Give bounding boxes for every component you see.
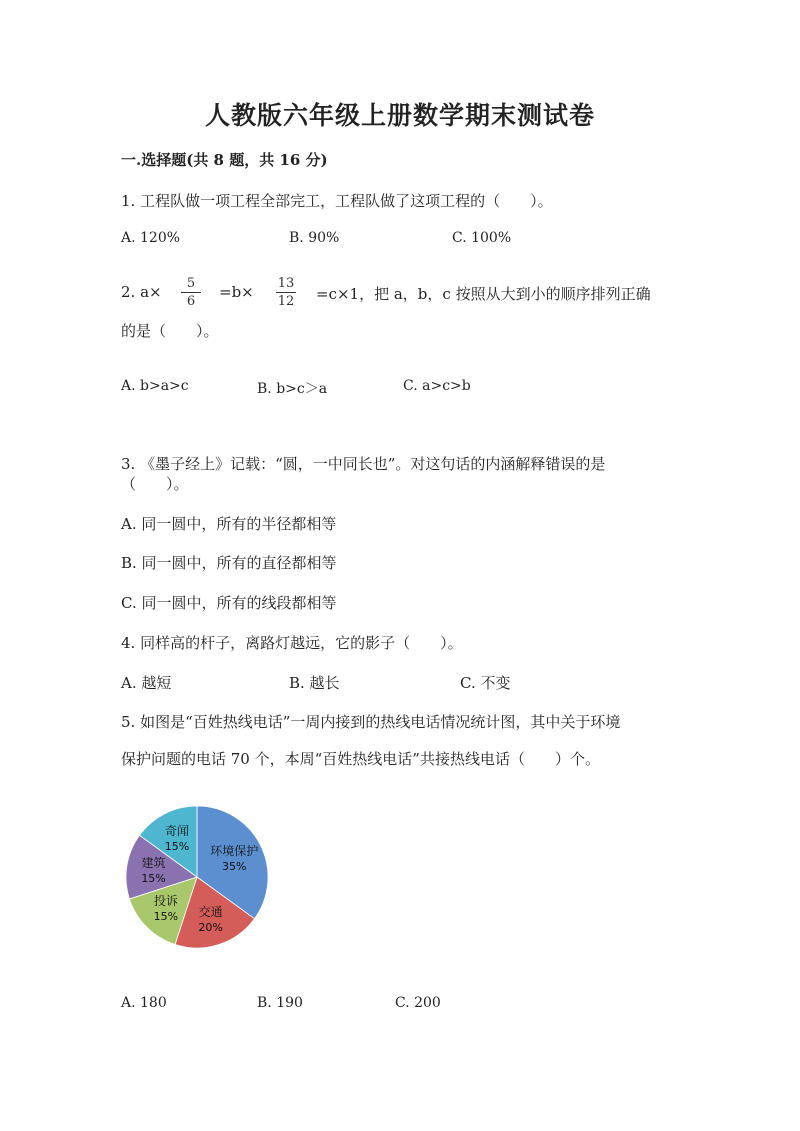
question-2-line2: 的是（ ）。 — [121, 322, 219, 340]
question-2-part3: =c×1，把 a，b，c 按照从大到小的顺序排列正确 — [316, 285, 651, 303]
fraction-5-6 — [178, 276, 204, 309]
fraction-1-denominator: 6 — [186, 294, 196, 309]
q1-option-c: C. 100% — [452, 230, 512, 246]
fraction-1-bar — [181, 292, 201, 293]
q4-option-a: A. 越短 — [121, 674, 172, 692]
question-2-part2: =b× — [219, 283, 254, 301]
fraction-1-numerator: 5 — [186, 276, 196, 291]
pie-slice-percent: 15% — [164, 839, 190, 853]
fraction-2-denominator: 12 — [277, 294, 295, 309]
pie-slice-percent: 15% — [153, 910, 179, 924]
question-2-part1: 2. a× — [121, 283, 162, 301]
q3-option-b: B. 同一圆中，所有的直径都相等 — [121, 554, 337, 572]
question-1-text: 1. 工程队做一项工程全部完工，工程队做了这项工程的（ ）。 — [121, 192, 553, 210]
pie-slice-label: 环境保护 — [210, 844, 259, 859]
pie-slice-label: 建筑 — [141, 856, 166, 871]
q4-option-b: B. 越长 — [289, 674, 340, 692]
question-4-text: 4. 同样高的杆子，离路灯越远，它的影子（ ）。 — [121, 634, 463, 652]
q2-option-c: C. a>c>b — [403, 378, 471, 394]
pie-slice-label: 投诉 — [153, 894, 178, 909]
question-3-line1: 3. 《墨子经上》记载：“圆，一中同长也”。对这句话的内涵解释错误的是 — [121, 455, 606, 473]
question-5-line1: 5. 如图是“百姓热线电话”一周内接到的热线电话情况统计图，其中关于环境 — [121, 713, 621, 731]
q2-option-a: A. b>a>c — [121, 378, 189, 394]
q5-option-c: C. 200 — [395, 995, 441, 1011]
question-3-line2: （ ）。 — [121, 475, 189, 493]
pie-slice-percent: 20% — [198, 920, 223, 934]
q5-option-a: A. 180 — [121, 995, 167, 1011]
q1-option-a: A. 120% — [121, 230, 181, 246]
pie-slice-label: 奇闻 — [165, 823, 190, 838]
q3-option-a: A. 同一圆中，所有的半径都相等 — [121, 515, 337, 533]
pie-slice-percent: 35% — [222, 860, 247, 874]
pie-chart — [120, 800, 280, 960]
q2-option-b: B. b>c＞a — [257, 381, 328, 397]
q5-option-b: B. 190 — [257, 995, 303, 1011]
fraction-2-bar — [276, 292, 296, 293]
q4-option-c: C. 不变 — [460, 674, 511, 692]
pie-slice-label: 交通 — [198, 904, 223, 919]
q1-option-b: B. 90% — [289, 230, 340, 246]
fraction-13-12 — [273, 276, 299, 309]
question-5-line2: 保护问题的电话 70 个，本周“百姓热线电话”共接热线电话（ ）个。 — [121, 750, 600, 768]
pie-slice-percent: 15% — [141, 872, 166, 886]
section-heading: 一.选择题(共 8 题，共 16 分) — [121, 151, 328, 169]
q3-option-c: C. 同一圆中，所有的线段都相等 — [121, 594, 337, 612]
fraction-2-numerator: 13 — [277, 276, 295, 291]
page-title: 人教版六年级上册数学期末测试卷 — [204, 101, 595, 130]
